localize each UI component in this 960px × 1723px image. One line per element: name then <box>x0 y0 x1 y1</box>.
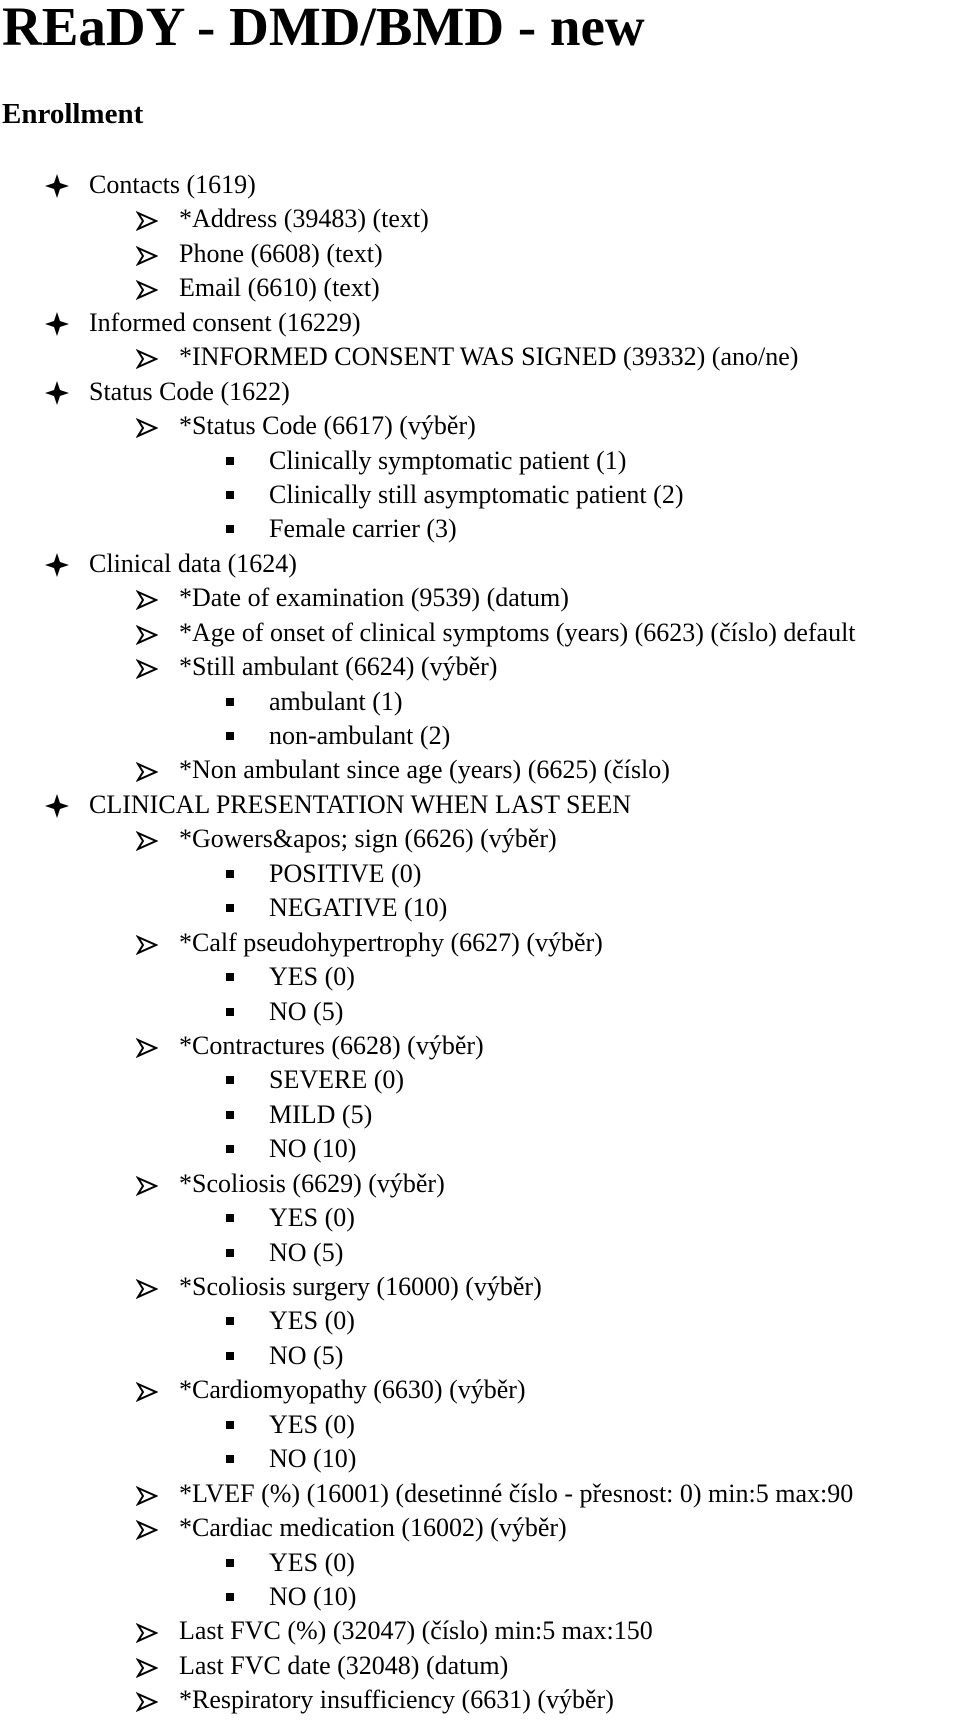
outline-option <box>0 512 856 546</box>
square-bullet-icon <box>226 1317 234 1325</box>
outline-field <box>0 1649 856 1683</box>
outline-option <box>0 1098 856 1132</box>
outline-text: MILD (5) <box>269 1099 373 1129</box>
outline-text: NO (10) <box>269 1444 357 1474</box>
outline-text: YES (0) <box>269 1203 355 1233</box>
outline-field <box>0 1167 856 1201</box>
outline-field <box>0 1477 856 1511</box>
arrow-bullet-icon <box>136 409 158 443</box>
field-outline <box>0 168 856 1718</box>
diamond-bullet-icon <box>44 306 70 340</box>
arrow-bullet-icon <box>136 753 158 787</box>
square-bullet-icon <box>226 1421 234 1429</box>
outline-field <box>0 616 856 650</box>
outline-field <box>0 753 856 787</box>
square-bullet-icon <box>226 491 234 499</box>
outline-text: YES (0) <box>269 1306 355 1336</box>
arrow-bullet-icon <box>136 822 158 856</box>
outline-text: Last FVC date (32048) (datum) <box>179 1650 509 1680</box>
square-bullet-icon <box>226 525 234 533</box>
outline-field <box>0 1614 856 1648</box>
square-bullet-icon <box>226 698 234 706</box>
arrow-bullet-icon <box>136 1270 158 1304</box>
arrow-bullet-icon <box>136 1373 158 1407</box>
arrow-bullet-icon <box>136 1029 158 1063</box>
outline-option <box>0 1408 856 1442</box>
outline-text: NO (10) <box>269 1581 357 1611</box>
arrow-bullet-icon <box>136 926 158 960</box>
outline-text: Clinically still asymptomatic patient (2) <box>269 479 684 509</box>
outline-text: Informed consent (16229) <box>89 307 361 337</box>
outline-text: *Cardiac medication (16002) (výběr) <box>179 1513 567 1543</box>
outline-text: ambulant (1) <box>269 686 403 716</box>
outline-field <box>0 1029 856 1063</box>
outline-text: NO (5) <box>269 1340 344 1370</box>
outline-field <box>0 1511 856 1545</box>
outline-field <box>0 340 856 374</box>
square-bullet-icon <box>226 732 234 740</box>
outline-text: *Respiratory insufficiency (6631) (výběr) <box>179 1685 614 1715</box>
square-bullet-icon <box>226 973 234 981</box>
outline-group <box>0 547 856 581</box>
arrow-bullet-icon <box>136 616 158 650</box>
outline-group <box>0 306 856 340</box>
outline-text: Status Code (1622) <box>89 376 290 406</box>
outline-text: *Date of examination (9539) (datum) <box>179 583 569 613</box>
outline-text: YES (0) <box>269 1409 355 1439</box>
outline-text: SEVERE (0) <box>269 1065 405 1095</box>
outline-field <box>0 409 856 443</box>
square-bullet-icon <box>226 457 234 465</box>
arrow-bullet-icon <box>136 271 158 305</box>
arrow-bullet-icon <box>136 202 158 236</box>
outline-field <box>0 1373 856 1407</box>
arrow-bullet-icon <box>136 1167 158 1201</box>
outline-text: *Still ambulant (6624) (výběr) <box>179 652 498 682</box>
square-bullet-icon <box>226 870 234 878</box>
arrow-bullet-icon <box>136 650 158 684</box>
outline-text: *Contractures (6628) (výběr) <box>179 1030 484 1060</box>
outline-text: *Age of onset of clinical symptoms (years) (6623) (číslo) default <box>179 617 856 647</box>
outline-field <box>0 1683 856 1717</box>
square-bullet-icon <box>226 1352 234 1360</box>
outline-option <box>0 685 856 719</box>
square-bullet-icon <box>226 1214 234 1222</box>
outline-text: CLINICAL PRESENTATION WHEN LAST SEEN <box>89 789 631 819</box>
outline-group <box>0 168 856 202</box>
outline-text: *Non ambulant since age (years) (6625) (číslo) <box>179 755 670 785</box>
outline-text: Female carrier (3) <box>269 514 457 544</box>
outline-text: Contacts (1619) <box>89 170 256 199</box>
square-bullet-icon <box>226 1076 234 1084</box>
outline-text: *INFORMED CONSENT WAS SIGNED (39332) (ano/ne) <box>179 342 799 372</box>
outline-field <box>0 271 856 305</box>
outline-text: *Scoliosis surgery (16000) (výběr) <box>179 1272 542 1301</box>
square-bullet-icon <box>226 1008 234 1016</box>
outline-option <box>0 960 856 994</box>
outline-option <box>0 857 856 891</box>
outline-text: non-ambulant (2) <box>269 721 451 750</box>
outline-text: Last FVC (%) (32047) (číslo) min:5 max:150 <box>179 1616 653 1646</box>
outline-option <box>0 1304 856 1338</box>
outline-field <box>0 1270 856 1304</box>
outline-text: *LVEF (%) (16001) (desetinné číslo - přesnost: 0) min:5 max:90 <box>179 1478 854 1508</box>
outline-option <box>0 1442 856 1476</box>
outline-option <box>0 891 856 925</box>
outline-text: Phone (6608) (text) <box>179 238 383 268</box>
outline-text: *Gowers&apos; sign (6626) (výběr) <box>179 824 557 854</box>
outline-option <box>0 1132 856 1166</box>
arrow-bullet-icon <box>136 1649 158 1683</box>
outline-text: NO (5) <box>269 1237 344 1267</box>
outline-field <box>0 926 856 960</box>
outline-option <box>0 1546 856 1580</box>
arrow-bullet-icon <box>136 1614 158 1648</box>
outline-option <box>0 1236 856 1270</box>
outline-field <box>0 237 856 271</box>
document-title: REaDY - DMD/BMD - new <box>2 0 645 57</box>
arrow-bullet-icon <box>136 1477 158 1511</box>
arrow-bullet-icon <box>136 237 158 271</box>
square-bullet-icon <box>226 1559 234 1567</box>
square-bullet-icon <box>226 1111 234 1119</box>
arrow-bullet-icon <box>136 1511 158 1545</box>
diamond-bullet-icon <box>44 375 70 409</box>
outline-field <box>0 202 856 236</box>
outline-text: YES (0) <box>269 1547 355 1577</box>
square-bullet-icon <box>226 1593 234 1601</box>
diamond-bullet-icon <box>44 788 70 822</box>
outline-text: *Address (39483) (text) <box>179 204 429 234</box>
outline-text: *Scoliosis (6629) (výběr) <box>179 1168 445 1198</box>
square-bullet-icon <box>226 1145 234 1153</box>
outline-option <box>0 719 856 753</box>
outline-option <box>0 1339 856 1373</box>
square-bullet-icon <box>226 904 234 912</box>
outline-text: *Status Code (6617) (výběr) <box>179 411 476 441</box>
outline-option <box>0 444 856 478</box>
outline-group <box>0 788 856 822</box>
arrow-bullet-icon <box>136 581 158 615</box>
square-bullet-icon <box>226 1455 234 1463</box>
outline-field <box>0 581 856 615</box>
diamond-bullet-icon <box>44 547 70 581</box>
outline-text: YES (0) <box>269 962 355 992</box>
outline-text: NO (10) <box>269 1134 357 1164</box>
outline-option <box>0 995 856 1029</box>
outline-text: NEGATIVE (10) <box>269 893 448 923</box>
arrow-bullet-icon <box>136 340 158 374</box>
outline-text: Email (6610) (text) <box>179 273 380 303</box>
square-bullet-icon <box>226 1249 234 1257</box>
outline-group <box>0 375 856 409</box>
outline-text: *Cardiomyopathy (6630) (výběr) <box>179 1375 526 1405</box>
outline-text: Clinical data (1624) <box>89 548 297 578</box>
diamond-bullet-icon <box>44 168 70 202</box>
outline-option <box>0 1580 856 1614</box>
arrow-bullet-icon <box>136 1683 158 1717</box>
outline-option <box>0 478 856 512</box>
outline-text: NO (5) <box>269 996 344 1026</box>
outline-text: POSITIVE (0) <box>269 858 422 888</box>
outline-field <box>0 822 856 856</box>
outline-text: *Calf pseudohypertrophy (6627) (výběr) <box>179 927 603 957</box>
section-heading: Enrollment <box>2 98 144 130</box>
outline-text: Clinically symptomatic patient (1) <box>269 445 627 475</box>
outline-option <box>0 1201 856 1235</box>
outline-option <box>0 1063 856 1097</box>
outline-field <box>0 650 856 684</box>
